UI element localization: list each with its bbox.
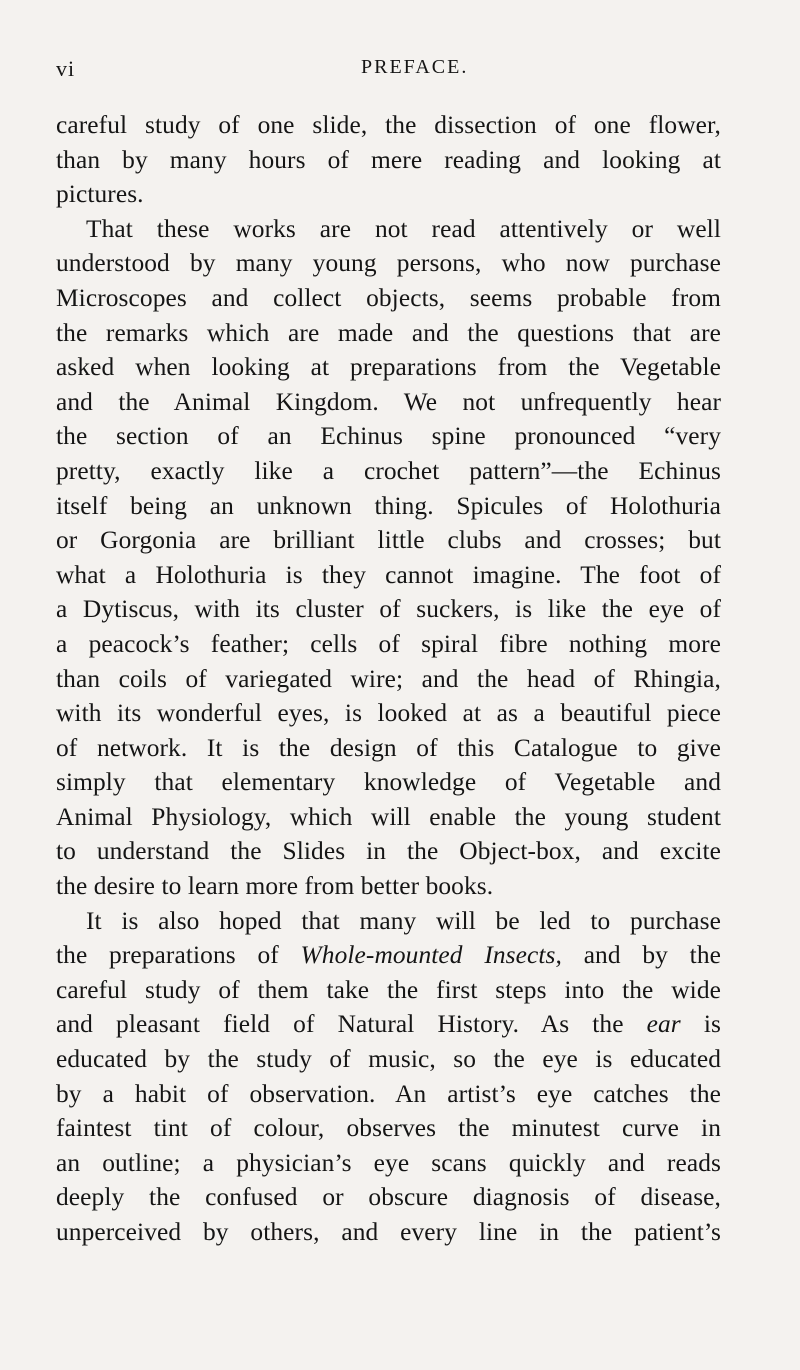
text-line: Animal Physiology, which will enable the young student bbox=[56, 802, 721, 831]
italic-text: Whole-mounted Insects, bbox=[300, 941, 562, 970]
text-line: or Gorgonia are brilliant little clubs and crosses; but bbox=[56, 526, 721, 555]
running-head: PREFACE. bbox=[361, 56, 469, 78]
page-number: vi bbox=[56, 56, 76, 81]
text-segment: and by the bbox=[561, 941, 721, 970]
body-text bbox=[56, 108, 721, 1250]
text-line: to understand the Slides in the Object-box, and excite bbox=[56, 837, 721, 866]
text-line: than coils of variegated wire; and the head of Rhingia, bbox=[56, 664, 721, 693]
text-line: itself being an unknown thing. Spicules of Holothuria bbox=[56, 491, 721, 520]
text-line: faintest tint of colour, observes the minutest curve in bbox=[56, 1114, 721, 1143]
text-line: and pleasant field of Natural History. As the ear is bbox=[56, 1010, 721, 1039]
text-line: careful study of one slide, the dissection of one flower, bbox=[56, 111, 721, 139]
text-line: careful study of them take the first steps into the wide bbox=[56, 975, 721, 1004]
text-line: an outline; a physician’s eye scans quickly and reads bbox=[56, 1148, 721, 1177]
text-line bbox=[56, 938, 721, 973]
text-line: the desire to learn more from better books. bbox=[56, 872, 494, 901]
text-line: and the Animal Kingdom. We not unfrequently hear bbox=[56, 387, 721, 416]
text-line: with its wonderful eyes, is looked at as a beautiful piece bbox=[56, 699, 721, 728]
text-segment: the preparations of bbox=[56, 941, 301, 970]
text-line: the remarks which are made and the questions that are bbox=[56, 318, 721, 347]
text-line: Microscopes and collect objects, seems probable from bbox=[56, 283, 721, 312]
text-line: asked when looking at preparations from the Vegetable bbox=[56, 353, 721, 382]
text-line: educated by the study of music, so the eye is educated bbox=[56, 1045, 721, 1074]
text-line: It is also hoped that many will be led to purchase bbox=[86, 906, 721, 935]
text-line: what a Holothuria is they cannot imagine. The foot of bbox=[56, 560, 721, 589]
page-header bbox=[56, 56, 720, 86]
text-line: That these works are not read attentively or well bbox=[86, 214, 721, 243]
text-line: by a habit of observation. An artist’s eye catches the bbox=[56, 1079, 721, 1108]
text-line: than by many hours of mere reading and looking at bbox=[56, 145, 721, 174]
text-line: simply that elementary knowledge of Vegetable and bbox=[56, 768, 721, 797]
text-line: unperceived by others, and every line in the patient’s bbox=[56, 1218, 721, 1246]
text-line: a peacock’s feather; cells of spiral fibre nothing more bbox=[56, 629, 721, 658]
text-line: pictures. bbox=[56, 180, 144, 209]
text-line: a Dytiscus, with its cluster of suckers, is like the eye of bbox=[56, 595, 721, 624]
text-line: of network. It is the design of this Catalogue to give bbox=[56, 733, 721, 762]
text-line: deeply the confused or obscure diagnosis of disease, bbox=[56, 1183, 721, 1212]
text-line: understood by many young persons, who now purchase bbox=[56, 249, 721, 278]
text-line: pretty, exactly like a crochet pattern”—the Echinus bbox=[56, 456, 721, 485]
italic-text: ear bbox=[646, 1010, 681, 1039]
text-line: the section of an Echinus spine pronounced “very bbox=[56, 422, 721, 451]
